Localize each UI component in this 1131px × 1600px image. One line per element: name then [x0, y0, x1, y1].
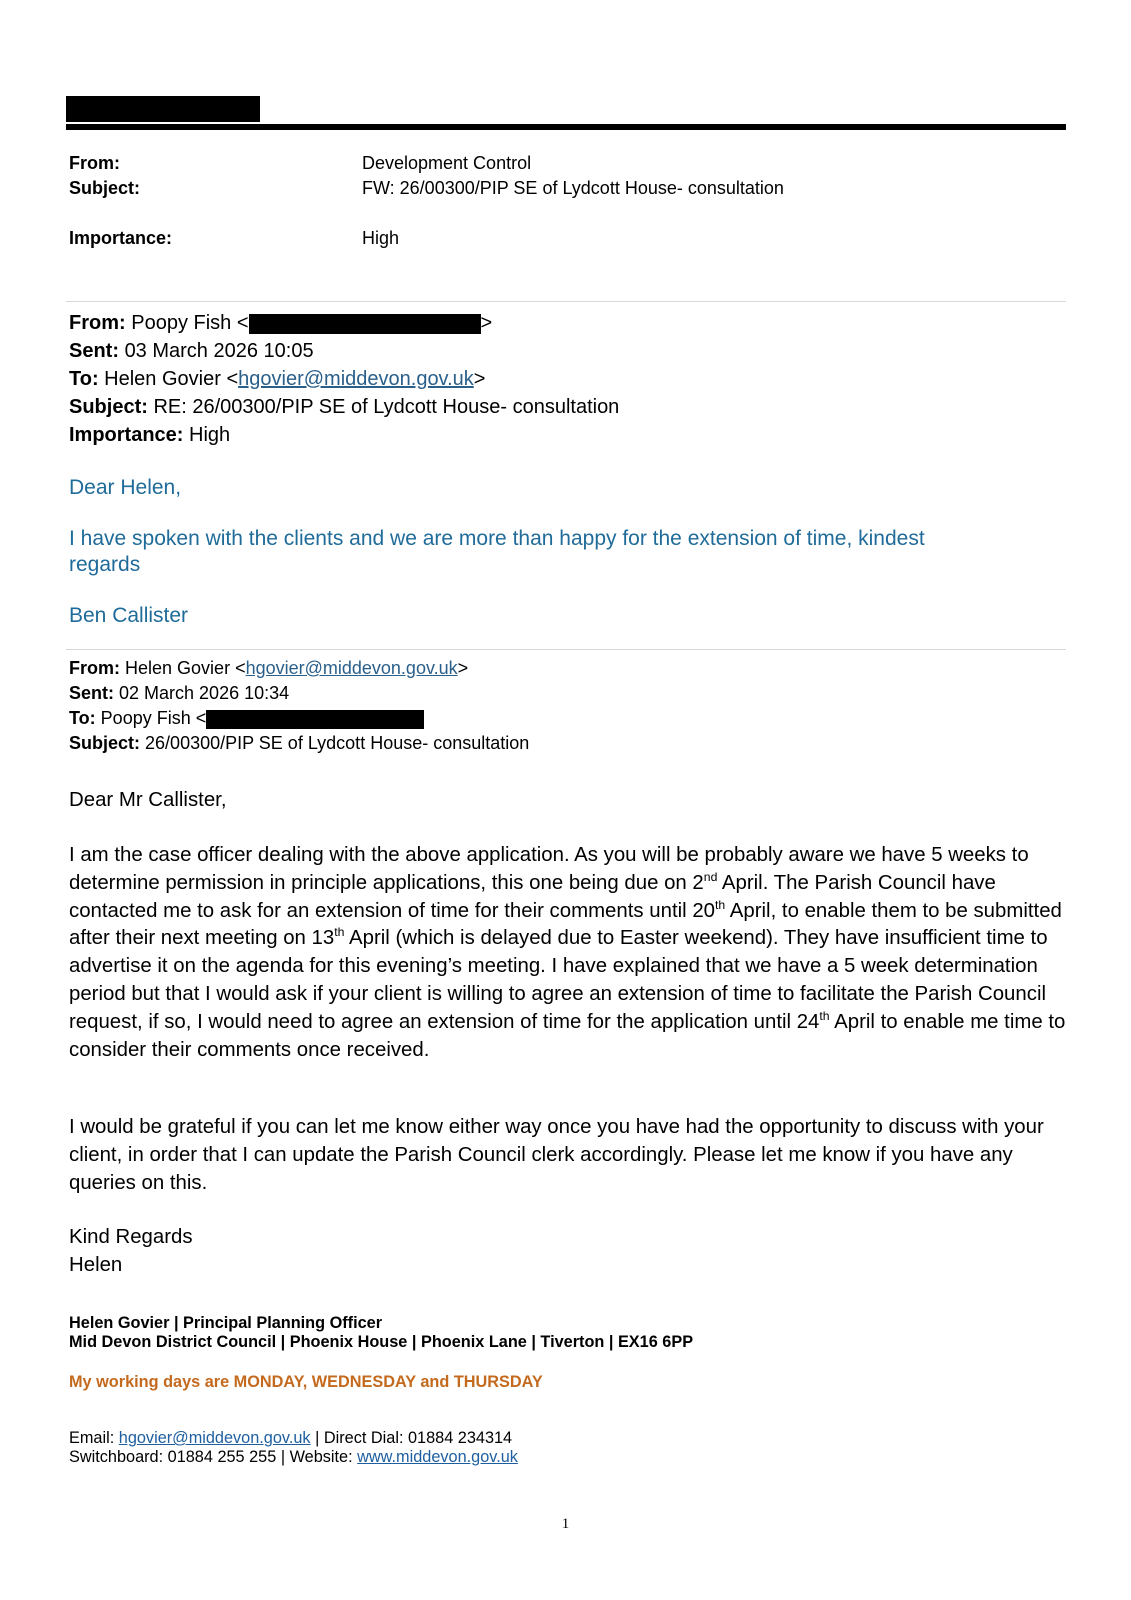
- working-days-notice: My working days are MONDAY, WEDNESDAY and THURSDAY: [69, 1373, 543, 1391]
- header-importance-label: Importance:: [69, 228, 173, 248]
- message2-paragraph1: I am the case officer dealing with the above application. As you will be probably aware we have 5 weeks to determine permission in principle applications, this one being due on 2nd April. The Parish Council have contacted me to ask for an extension of time for their comments until 20th April, to enable them to be submitted after their next meeting on 13th April (which is delayed due to Easter weekend). They have insufficient time to advertise it on the agenda for this evening’s meeting. I have explained that we have a 5 week determination period but that I would ask if your client is willing to agree an extension of time to facilitate the Parish Council request, if so, I would need to agree an extension of time for the application until 24th April to enable me time to consider their comments once received.: [69, 844, 1066, 1061]
- message2-greeting: Dear Mr Callister,: [69, 789, 227, 811]
- message1-subject: Subject: RE: 26/00300/PIP SE of Lydcott House- consultation: [69, 396, 620, 418]
- message2-closing-name: Helen: [69, 1254, 123, 1276]
- header-from-value: Development Control: [362, 153, 532, 173]
- redacted-sender-name: [66, 96, 260, 122]
- message2-paragraph2: I would be grateful if you can let me know either way once you have had the opportunity to discuss with your client, in order that I can update the Parish Council clerk accordingly. Please let me know if you have any queries on this.: [69, 1116, 1044, 1194]
- redacted-email: [249, 314, 481, 334]
- message2-closing: Kind Regards: [69, 1226, 193, 1248]
- redacted-email: [206, 710, 424, 729]
- header-subject-label: Subject:: [69, 178, 141, 198]
- contact-email-line: Email: hgovier@middevon.gov.uk | Direct Dial: 01884 234314: [69, 1429, 513, 1447]
- message1-from: From: Poopy Fish < >: [69, 312, 493, 334]
- signature-address: Mid Devon District Council | Phoenix House | Phoenix Lane | Tiverton | EX16 6PP: [69, 1333, 694, 1351]
- header-from-label: From:: [69, 153, 120, 173]
- email-link[interactable]: hgovier@middevon.gov.uk: [118, 1429, 311, 1447]
- header-subject-value: FW: 26/00300/PIP SE of Lydcott House- consultation: [362, 178, 784, 198]
- divider: [66, 649, 1066, 650]
- message2-subject: Subject: 26/00300/PIP SE of Lydcott House- consultation: [69, 733, 530, 753]
- email-link[interactable]: hgovier@middevon.gov.uk: [245, 658, 458, 678]
- message1-signoff: Ben Callister: [69, 604, 189, 627]
- header-importance-value: High: [362, 228, 400, 248]
- page-number: 1: [561, 1516, 570, 1532]
- message1-greeting: Dear Helen,: [69, 476, 182, 499]
- message1-body-line1: I have spoken with the clients and we are more than happy for the extension of time, kindest: [69, 527, 925, 550]
- header-rule: [66, 124, 1066, 130]
- message1-to: To: Helen Govier <hgovier@middevon.gov.uk>: [69, 368, 486, 390]
- website-link[interactable]: www.middevon.gov.uk: [357, 1448, 518, 1466]
- message2-sent: Sent: 02 March 2026 10:34: [69, 683, 290, 703]
- divider: [66, 301, 1066, 302]
- message1-sent: Sent: 03 March 2026 10:05: [69, 340, 314, 362]
- signature-title: Helen Govier | Principal Planning Officer: [69, 1314, 383, 1332]
- message2-from: From: Helen Govier <hgovier@middevon.gov.uk>: [69, 658, 469, 678]
- email-link[interactable]: hgovier@middevon.gov.uk: [238, 368, 474, 390]
- message1-importance: Importance: High: [69, 424, 231, 446]
- message1-body-line2: regards: [69, 553, 141, 576]
- message2-to: To: Poopy Fish <: [69, 706, 424, 732]
- contact-switchboard-line: Switchboard: 01884 255 255 | Website: www.middevon.gov.uk: [69, 1448, 518, 1466]
